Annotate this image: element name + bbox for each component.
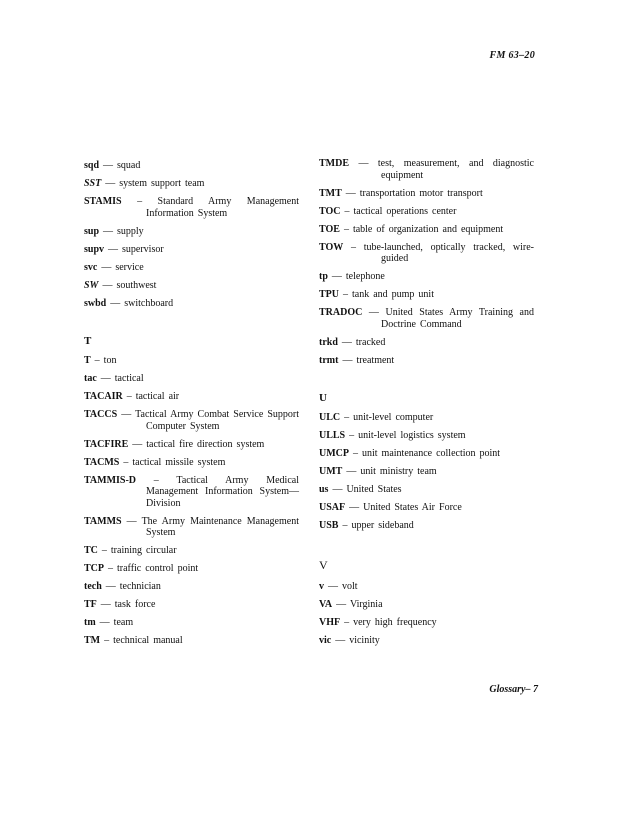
glossary-definition: unit ministry team: [360, 466, 437, 477]
glossary-entry: [84, 244, 299, 256]
glossary-definition: volt: [342, 580, 358, 592]
glossary-entry: [84, 196, 299, 219]
page-footer-page-number: Glossary– 7: [489, 684, 538, 695]
glossary-abbreviation: tac: [84, 373, 97, 384]
glossary-separator: —: [128, 438, 147, 450]
glossary-entry: [319, 337, 534, 349]
glossary-entry: [84, 409, 299, 432]
glossary-separator: —: [106, 297, 125, 309]
glossary-entry: [319, 188, 534, 200]
glossary-entry: [319, 158, 534, 181]
glossary-entry: [319, 289, 534, 301]
glossary-definition: Tactical Army Combat Service Support Computer System: [135, 409, 299, 432]
glossary-abbreviation: ULLS: [319, 430, 346, 441]
glossary-abbreviation: TMT: [319, 187, 342, 199]
glossary-definition: squad: [117, 160, 141, 171]
glossary-separator: —: [96, 373, 115, 384]
glossary-abbreviation: T: [84, 355, 91, 366]
glossary-definition: The Army Maintenance Management System: [141, 515, 299, 538]
glossary-abbreviation: USB: [319, 520, 339, 531]
glossary-separator: —: [327, 271, 346, 282]
glossary-entry: [84, 298, 299, 310]
glossary-separator: –: [339, 289, 352, 300]
glossary-definition: southwest: [116, 279, 157, 291]
glossary-entry: [84, 581, 299, 593]
glossary-definition: United States Air Force: [363, 502, 462, 513]
glossary-abbreviation: TOC: [319, 205, 341, 217]
glossary-column-right: [319, 158, 534, 653]
glossary-separator: –: [90, 355, 104, 366]
glossary-definition: tube-launched, optically tracked, wire-guided: [363, 241, 535, 264]
glossary-entry: [319, 635, 534, 647]
glossary-definition: traffic control point: [117, 563, 199, 574]
glossary-definition: transportation motor transport: [359, 187, 483, 199]
glossary-definition: training circular: [110, 545, 177, 556]
glossary-abbreviation: ULC: [319, 412, 341, 423]
glossary-separator: —: [342, 466, 361, 477]
glossary-separator: —: [338, 354, 357, 366]
glossary-abbreviation: v: [319, 580, 324, 592]
glossary-abbreviation: TC: [84, 545, 98, 556]
glossary-entry: [84, 439, 299, 451]
glossary-abbreviation: USAF: [319, 502, 346, 513]
glossary-separator: —: [337, 336, 356, 348]
glossary-abbreviation: supv: [84, 243, 105, 255]
glossary-definition: tactical air: [135, 391, 180, 402]
glossary-abbreviation: us: [319, 484, 329, 495]
glossary-separator: —: [121, 515, 142, 527]
glossary-entry: [84, 457, 299, 469]
glossary-separator: –: [339, 223, 353, 235]
glossary-entry: [84, 391, 299, 403]
glossary-abbreviation: SW: [84, 279, 99, 291]
glossary-definition: treatment: [356, 354, 395, 366]
glossary-entry: [319, 502, 534, 514]
glossary-column-left: [84, 160, 299, 653]
glossary-abbreviation: tm: [84, 617, 96, 628]
glossary-abbreviation: swbd: [84, 297, 107, 309]
glossary-entry: [84, 373, 299, 385]
glossary-separator: –: [340, 412, 354, 423]
glossary-separator: —: [349, 158, 378, 169]
glossary-abbreviation: TACFIRE: [84, 438, 129, 450]
glossary-definition: tactical: [114, 373, 144, 384]
glossary-definition: test, measurement, and diagnostic equipment: [377, 158, 534, 181]
glossary-definition: United States Army Training and Doctrine Command: [381, 307, 534, 330]
glossary-separator: –: [340, 205, 354, 217]
glossary-definition: tactical operations center: [353, 205, 457, 217]
glossary-entry: [84, 617, 299, 629]
glossary-abbreviation: trkd: [319, 336, 338, 348]
glossary-definition: telephone: [345, 271, 385, 282]
glossary-abbreviation: TACCS: [84, 409, 118, 420]
glossary-abbreviation: UMCP: [319, 448, 349, 459]
glossary-separator: –: [338, 520, 352, 531]
glossary-definition: supply: [117, 225, 144, 237]
glossary-definition: unit maintenance collection point: [362, 448, 501, 459]
glossary-separator: —: [331, 634, 350, 646]
glossary-entry: [84, 226, 299, 238]
glossary-entry: [84, 563, 299, 575]
glossary-separator: —: [117, 409, 136, 420]
glossary-entry: [319, 448, 534, 460]
glossary-separator: —: [101, 178, 120, 189]
glossary-definition: Virginia: [349, 598, 383, 610]
glossary-definition: team: [113, 617, 134, 628]
glossary-separator: –: [136, 474, 177, 486]
glossary-separator: —: [101, 581, 120, 592]
glossary-entry: [84, 599, 299, 611]
glossary-separator: —: [97, 261, 116, 273]
glossary-definition: table of organization and equipment: [352, 223, 504, 235]
glossary-entry: [319, 412, 534, 424]
glossary-entry: [84, 280, 299, 292]
glossary-entry: [319, 355, 534, 367]
glossary-entry: [319, 242, 534, 265]
glossary-abbreviation: vic: [319, 634, 332, 646]
glossary-definition: task force: [114, 599, 156, 610]
glossary-entry: [84, 545, 299, 557]
glossary-definition: Standard Army Management Information System: [146, 196, 300, 219]
glossary-separator: –: [349, 448, 362, 459]
glossary-definition: tactical fire direction system: [146, 438, 265, 450]
glossary-entry: [319, 430, 534, 442]
glossary-abbreviation: TM: [84, 635, 101, 646]
glossary-abbreviation: TOE: [319, 223, 340, 235]
glossary-abbreviation: STAMIS: [84, 196, 122, 207]
glossary-separator: —: [341, 187, 360, 199]
glossary-entry: [319, 206, 534, 218]
glossary-abbreviation: tp: [319, 271, 328, 282]
glossary-abbreviation: SST: [84, 178, 102, 189]
glossary-separator: —: [99, 160, 118, 171]
glossary-definition: service: [115, 261, 144, 273]
glossary-abbreviation: TACAIR: [84, 391, 123, 402]
glossary-entry: [319, 599, 534, 611]
glossary-abbreviation: UMT: [319, 466, 343, 477]
glossary-separator: —: [96, 599, 115, 610]
glossary-abbreviation: tech: [84, 581, 102, 592]
glossary-entry: [319, 581, 534, 593]
section-letter: V: [319, 557, 328, 572]
glossary-separator: —: [328, 484, 347, 495]
glossary-definition: ton: [103, 355, 117, 366]
glossary-abbreviation: trmt: [319, 354, 339, 366]
glossary-separator: –: [100, 635, 114, 646]
glossary-definition: unit-level logistics system: [358, 430, 466, 441]
glossary-definition: United States: [346, 484, 402, 495]
glossary-separator: –: [121, 196, 158, 207]
glossary-separator: –: [122, 391, 136, 402]
glossary-separator: —: [345, 502, 364, 513]
glossary-separator: –: [343, 241, 364, 253]
glossary-abbreviation: VA: [319, 598, 333, 610]
glossary-abbreviation: TMDE: [319, 158, 349, 169]
glossary-abbreviation: svc: [84, 261, 98, 273]
page-header-doc-id: FM 63–20: [489, 50, 535, 61]
glossary-separator: —: [98, 279, 117, 291]
glossary-definition: very high frequency: [353, 616, 437, 628]
glossary-entry: [84, 475, 299, 510]
glossary-entry: [319, 271, 534, 283]
glossary-entry: [319, 484, 534, 496]
glossary-entry: [319, 520, 534, 532]
glossary-abbreviation: TAMMS: [84, 515, 122, 527]
glossary-definition: vicinity: [349, 634, 380, 646]
glossary-separator: –: [97, 545, 111, 556]
glossary-entry: [84, 516, 299, 539]
glossary-separator: —: [95, 617, 114, 628]
glossary-separator: —: [332, 598, 350, 610]
glossary-separator: —: [104, 243, 123, 255]
glossary-entry: [84, 355, 299, 367]
glossary-definition: system support team: [119, 178, 205, 189]
glossary-abbreviation: TACMS: [84, 456, 120, 468]
glossary-entry: [84, 160, 299, 172]
glossary-separator: –: [345, 430, 359, 441]
section-letter: T: [84, 335, 92, 347]
glossary-abbreviation: sup: [84, 225, 100, 237]
glossary-definition: tracked: [355, 336, 386, 348]
glossary-entry: [319, 307, 534, 330]
glossary-entry: [84, 262, 299, 274]
glossary-abbreviation: TF: [84, 599, 97, 610]
glossary-entry: [319, 466, 534, 478]
section-letter: U: [319, 392, 327, 404]
glossary-entry: [84, 635, 299, 647]
glossary-separator: –: [104, 563, 117, 574]
glossary-abbreviation: VHF: [319, 616, 341, 628]
glossary-separator: —: [99, 225, 118, 237]
glossary-definition: unit-level computer: [353, 412, 434, 423]
glossary-definition: technician: [119, 581, 161, 592]
glossary-definition: tank and pump unit: [352, 289, 434, 300]
glossary-entry: [84, 178, 299, 190]
glossary-abbreviation: sqd: [84, 160, 100, 171]
glossary-abbreviation: TAMMIS-D: [84, 474, 137, 486]
glossary-definition: technical manual: [113, 635, 183, 646]
glossary-definition: upper sideband: [351, 520, 414, 531]
glossary-definition: switchboard: [124, 297, 174, 309]
glossary-abbreviation: TOW: [319, 241, 344, 253]
glossary-entry: [319, 617, 534, 629]
glossary-separator: —: [362, 307, 386, 318]
glossary-separator: –: [340, 616, 354, 628]
glossary-separator: –: [119, 456, 133, 468]
glossary-definition: supervisor: [122, 243, 164, 255]
glossary-separator: —: [324, 580, 342, 592]
glossary-entry: [319, 224, 534, 236]
glossary-definition: tactical missile system: [132, 456, 226, 468]
glossary-abbreviation: TRADOC: [319, 307, 363, 318]
glossary-abbreviation: TCP: [84, 563, 104, 574]
glossary-abbreviation: TPU: [319, 289, 339, 300]
glossary-definition: Tactical Army Medical Management Information System—Division: [146, 474, 299, 509]
